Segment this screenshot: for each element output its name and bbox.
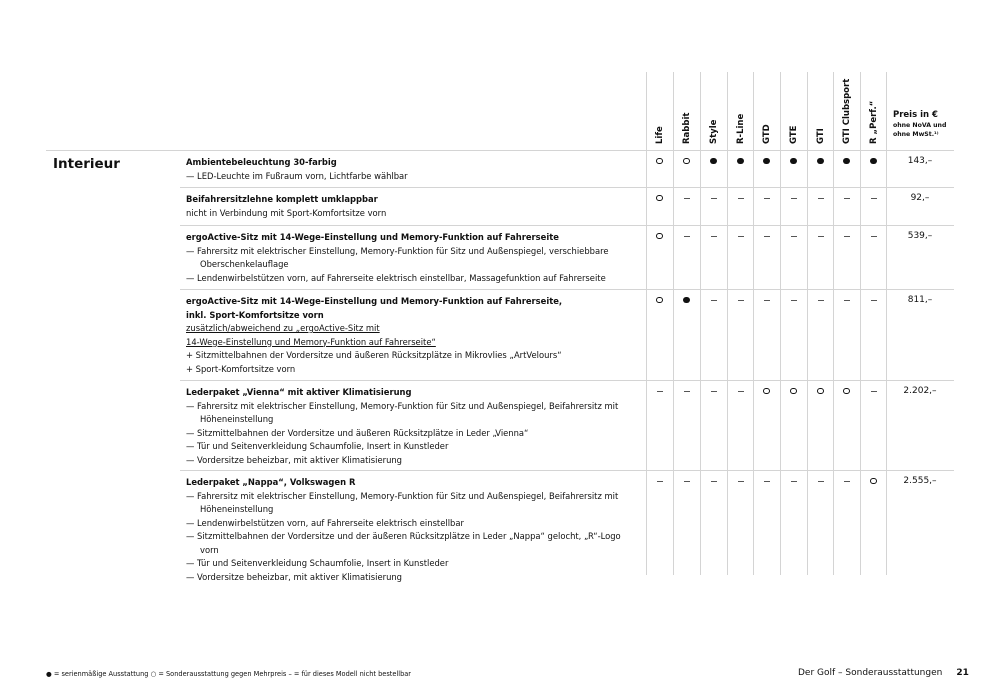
- row-text-line: inkl. Sport-Komfortsitze vorn: [186, 309, 324, 320]
- availability-cell: [807, 387, 834, 397]
- availability-cell: [673, 296, 700, 306]
- optional-ring-icon: [763, 388, 770, 395]
- not-available-dash-icon: [738, 236, 744, 237]
- availability-cell: [700, 194, 727, 204]
- standard-dot-icon: [817, 158, 824, 165]
- availability-cell: [700, 232, 727, 242]
- availability-cell: [807, 232, 834, 242]
- availability-cell: [700, 157, 727, 167]
- row-text-line: — LED-Leuchte im Fußraum vorn, Lichtfarbe wählbar: [186, 170, 408, 181]
- not-available-dash-icon: [711, 198, 717, 199]
- row-divider: [180, 225, 954, 226]
- availability-cell: [833, 296, 860, 306]
- availability-cell: [753, 477, 780, 487]
- availability-cell: [673, 157, 700, 167]
- not-available-dash-icon: [818, 198, 824, 199]
- not-available-dash-icon: [764, 481, 770, 482]
- row-text-line: Beifahrersitzlehne komplett umklappbar: [186, 194, 378, 204]
- column-header-label: R „Perf.“: [869, 100, 879, 144]
- column-header: [646, 72, 673, 150]
- page-number: 21: [956, 668, 969, 678]
- optional-ring-icon: [870, 478, 877, 485]
- table-row: [186, 295, 641, 376]
- table-row: [186, 386, 641, 467]
- column-header: [700, 72, 727, 150]
- not-available-dash-icon: [711, 481, 717, 482]
- availability-cell: [700, 387, 727, 397]
- not-available-dash-icon: [684, 481, 690, 482]
- not-available-dash-icon: [791, 236, 797, 237]
- availability-cell: [646, 157, 673, 167]
- price-header-title: Preis in €: [893, 110, 938, 120]
- not-available-dash-icon: [657, 391, 663, 392]
- standard-dot-icon: [683, 297, 690, 304]
- price-header: [893, 110, 946, 139]
- availability-cell: [780, 194, 807, 204]
- availability-cell: [646, 387, 673, 397]
- standard-dot-icon: [790, 158, 797, 165]
- availability-cell: [807, 157, 834, 167]
- availability-cell: [860, 296, 887, 306]
- availability-cell: [833, 387, 860, 397]
- table-row: [186, 231, 641, 285]
- availability-cell: [646, 477, 673, 487]
- not-available-dash-icon: [738, 198, 744, 199]
- row-text-line: — Fahrersitz mit elektrischer Einstellung, Memory-Funktion für Sitz und Außenspiegel, verschiebbare Oberschenkelauflage: [186, 245, 609, 269]
- availability-cell: [673, 194, 700, 204]
- column-header-label: R-Line: [736, 113, 746, 144]
- not-available-dash-icon: [764, 236, 770, 237]
- price-header-sub: ohne MwSt.¹⁾: [893, 131, 939, 138]
- not-available-dash-icon: [871, 300, 877, 301]
- column-header: [673, 72, 700, 150]
- not-available-dash-icon: [871, 198, 877, 199]
- availability-cell: [807, 477, 834, 487]
- not-available-dash-icon: [844, 300, 850, 301]
- column-header: [807, 72, 834, 150]
- row-text-line: ergoActive-Sitz mit 14-Wege-Einstellung und Memory-Funktion auf Fahrerseite,: [186, 296, 563, 306]
- availability-cell: [860, 387, 887, 397]
- price-cell: 2.555,–: [903, 476, 937, 486]
- not-available-dash-icon: [738, 481, 744, 482]
- optional-ring-icon: [656, 297, 663, 304]
- availability-cell: [700, 477, 727, 487]
- not-available-dash-icon: [871, 391, 877, 392]
- not-available-dash-icon: [738, 300, 744, 301]
- row-text-line: Lederpaket „Nappa“, Volkswagen R: [186, 477, 356, 487]
- availability-cell: [753, 232, 780, 242]
- availability-cell: [860, 157, 887, 167]
- availability-cell: [860, 194, 887, 204]
- column-header-label: Style: [709, 119, 719, 144]
- availability-cell: [807, 296, 834, 306]
- not-available-dash-icon: [764, 198, 770, 199]
- row-text-line: zusätzlich/abweichend zu „ergoActive-Sitz mit: [186, 323, 380, 333]
- legend: ● = serienmäßige Ausstattung ○ = Sonderausstattung gegen Mehrpreis – = für dieses Modell nicht bestellbar: [46, 670, 411, 678]
- row-text-line: — Lendenwirbelstützen vorn, auf Fahrerseite elektrisch einstellbar, Massagefunktion auf Fahrerseite: [186, 272, 606, 283]
- price-header-sub: ohne NoVA und: [893, 122, 947, 129]
- header-divider: [46, 150, 954, 151]
- availability-cell: [646, 232, 673, 242]
- availability-cell: [700, 296, 727, 306]
- availability-cell: [780, 157, 807, 167]
- column-header-label: GTI: [816, 128, 826, 144]
- not-available-dash-icon: [764, 300, 770, 301]
- not-available-dash-icon: [791, 481, 797, 482]
- not-available-dash-icon: [844, 236, 850, 237]
- not-available-dash-icon: [844, 198, 850, 199]
- not-available-dash-icon: [791, 300, 797, 301]
- column-header-label: GTE: [789, 125, 799, 144]
- row-text-line: 14-Wege-Einstellung und Memory-Funktion auf Fahrerseite“: [186, 336, 436, 347]
- not-available-dash-icon: [818, 300, 824, 301]
- column-header-label: GTD: [762, 124, 772, 144]
- standard-dot-icon: [843, 158, 850, 165]
- row-text-line: nicht in Verbindung mit Sport-Komfortsitze vorn: [186, 207, 387, 218]
- row-text-line: Ambientebeleuchtung 30-farbig: [186, 157, 337, 167]
- standard-dot-icon: [710, 158, 717, 165]
- column-header-label: Rabbit: [682, 112, 692, 144]
- availability-cell: [673, 387, 700, 397]
- column-header: [833, 72, 860, 150]
- availability-cell: [727, 387, 754, 397]
- not-available-dash-icon: [684, 198, 690, 199]
- availability-cell: [860, 477, 887, 487]
- availability-cell: [753, 194, 780, 204]
- price-cell: 143,–: [907, 156, 933, 166]
- availability-cell: [727, 232, 754, 242]
- table-row: [186, 193, 641, 220]
- availability-cell: [833, 157, 860, 167]
- availability-cell: [727, 296, 754, 306]
- optional-ring-icon: [656, 158, 663, 165]
- optional-ring-icon: [817, 388, 824, 395]
- row-text-line: ergoActive-Sitz mit 14-Wege-Einstellung und Memory-Funktion auf Fahrerseite: [186, 232, 559, 242]
- standard-dot-icon: [763, 158, 770, 165]
- availability-cell: [780, 232, 807, 242]
- row-text-line: — Tür und Seitenverkleidung Schaumfolie, Insert in Kunstleder: [186, 558, 449, 568]
- column-header-label: Life: [655, 126, 665, 144]
- availability-cell: [753, 296, 780, 306]
- row-divider: [180, 289, 954, 290]
- availability-cell: [727, 477, 754, 487]
- not-available-dash-icon: [657, 481, 663, 482]
- not-available-dash-icon: [684, 236, 690, 237]
- row-text-line: — Sitzmittelbahnen der Vordersitze und der äußeren Rücksitzplätze in Leder „Nappa“ gelocht, „R“-Logo vorn: [186, 531, 621, 555]
- availability-cell: [646, 194, 673, 204]
- availability-cell: [860, 232, 887, 242]
- availability-cell: [727, 157, 754, 167]
- table-row: [186, 156, 641, 183]
- row-text-line: — Fahrersitz mit elektrischer Einstellung, Memory-Funktion für Sitz und Außenspiegel, Beifahrersitz mit Höheneinstellung: [186, 400, 619, 424]
- not-available-dash-icon: [871, 236, 877, 237]
- not-available-dash-icon: [818, 236, 824, 237]
- row-divider: [180, 470, 954, 471]
- row-text-line: — Fahrersitz mit elektrischer Einstellung, Memory-Funktion für Sitz und Außenspiegel, Beifahrersitz mit Höheneinstellung: [186, 490, 619, 514]
- optional-ring-icon: [790, 388, 797, 395]
- not-available-dash-icon: [738, 391, 744, 392]
- price-cell: 539,–: [907, 231, 933, 241]
- availability-cell: [780, 477, 807, 487]
- row-text-line: — Tür und Seitenverkleidung Schaumfolie, Insert in Kunstleder: [186, 441, 449, 451]
- table-row: [186, 476, 641, 584]
- not-available-dash-icon: [684, 391, 690, 392]
- availability-cell: [780, 387, 807, 397]
- not-available-dash-icon: [844, 481, 850, 482]
- optional-ring-icon: [656, 195, 663, 202]
- column-header: [860, 72, 887, 150]
- row-divider: [180, 380, 954, 381]
- availability-cell: [833, 477, 860, 487]
- price-cell: 92,–: [910, 193, 930, 203]
- standard-dot-icon: [870, 158, 877, 165]
- row-divider: [180, 187, 954, 188]
- column-header-label: GTI Clubsport: [842, 78, 852, 144]
- standard-dot-icon: [737, 158, 744, 165]
- not-available-dash-icon: [711, 300, 717, 301]
- row-text-line: + Sport-Komfortsitze vorn: [186, 363, 296, 374]
- column-header: [727, 72, 754, 150]
- availability-cell: [833, 232, 860, 242]
- availability-cell: [780, 296, 807, 306]
- price-cell: 811,–: [907, 295, 933, 305]
- price-cell: 2.202,–: [903, 386, 937, 396]
- not-available-dash-icon: [818, 481, 824, 482]
- row-text-line: + Sitzmittelbahnen der Vordersitze und äußeren Rücksitzplätze in Mikrovlies „ArtVelours“: [186, 350, 562, 360]
- footer: [798, 668, 969, 678]
- row-text-line: Lederpaket „Vienna“ mit aktiver Klimatisierung: [186, 387, 412, 397]
- row-text-line: — Sitzmittelbahnen der Vordersitze und äußeren Rücksitzplätze in Leder „Vienna“: [186, 427, 529, 438]
- not-available-dash-icon: [791, 198, 797, 199]
- optional-ring-icon: [843, 388, 850, 395]
- availability-cell: [727, 194, 754, 204]
- row-text-line: — Vordersitze beheizbar, mit aktiver Klimatisierung: [186, 454, 403, 465]
- optional-ring-icon: [656, 233, 663, 240]
- availability-cell: [673, 232, 700, 242]
- row-text-line: — Vordersitze beheizbar, mit aktiver Klimatisierung: [186, 571, 403, 582]
- not-available-dash-icon: [711, 236, 717, 237]
- optional-ring-icon: [683, 158, 690, 165]
- availability-cell: [673, 477, 700, 487]
- availability-cell: [753, 387, 780, 397]
- column-header: [780, 72, 807, 150]
- footer-title: Der Golf – Sonderausstattungen: [798, 668, 943, 678]
- row-text-line: — Lendenwirbelstützen vorn, auf Fahrerseite elektrisch einstellbar: [186, 517, 464, 528]
- section-title: Interieur: [53, 156, 120, 172]
- availability-cell: [753, 157, 780, 167]
- availability-cell: [807, 194, 834, 204]
- column-header: [753, 72, 780, 150]
- availability-cell: [646, 296, 673, 306]
- availability-cell: [833, 194, 860, 204]
- not-available-dash-icon: [711, 391, 717, 392]
